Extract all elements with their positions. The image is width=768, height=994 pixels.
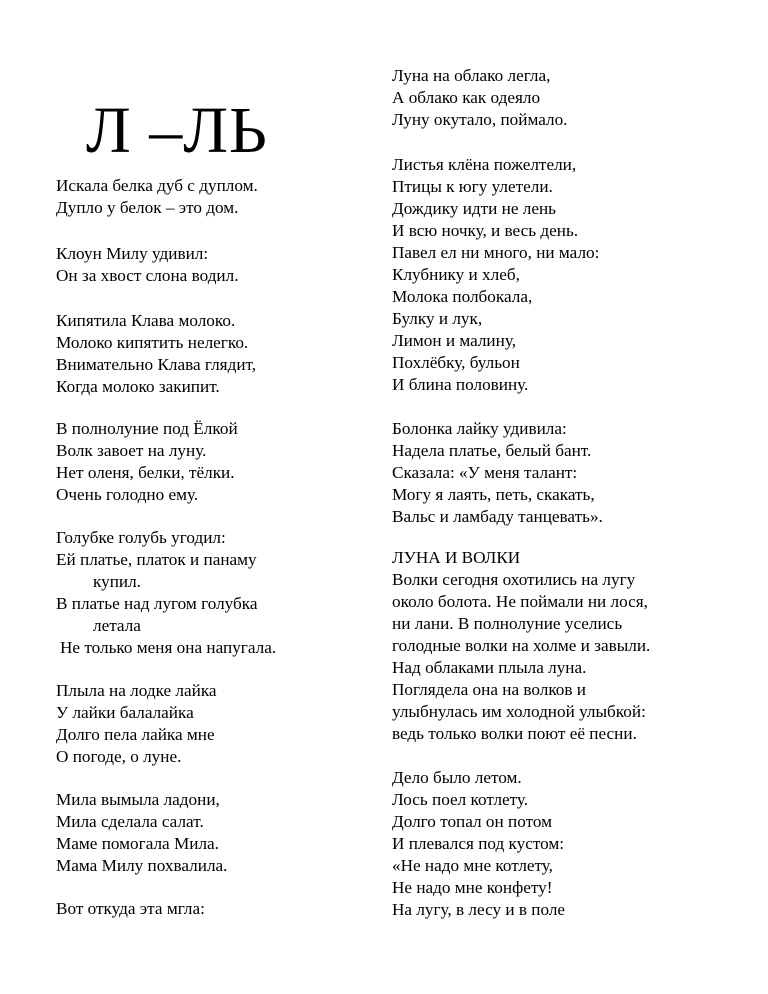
text-line: ни лани. В полнолуние уселись — [392, 614, 623, 633]
text-line: Молока полбокала, — [392, 287, 533, 306]
text-line: Ей платье, платок и панаму — [56, 550, 257, 569]
text-line: Долго топал он потом — [392, 812, 552, 831]
text-line: Листья клёна пожелтели, — [392, 155, 577, 174]
text-line: Над облаками плыла луна. — [392, 658, 587, 677]
text-line: Дождику идти не лень — [392, 199, 557, 218]
text-line: Искала белка дуб с дуплом. — [56, 176, 258, 195]
text-line: Молоко кипятить нелегко. — [56, 333, 249, 352]
text-line: Очень голодно ему. — [56, 485, 199, 504]
text-line: В платье над лугом голубка — [56, 594, 258, 613]
text-line: Плыла на лодке лайка — [56, 681, 217, 700]
text-line: Павел ел ни много, ни мало: — [392, 243, 600, 262]
text-line: А облако как одеяло — [392, 88, 541, 107]
text-line: Мама Милу похвалила. — [56, 856, 228, 875]
text-line: У лайки балалайка — [56, 703, 194, 722]
section-title: ЛУНА И ВОЛКИ — [392, 548, 521, 567]
text-line: И блина половину. — [392, 375, 529, 394]
page-heading: Л –ЛЬ — [86, 94, 268, 167]
text-line: Нет оленя, белки, тёлки. — [56, 463, 235, 482]
text-line: И всю ночку, и весь день. — [392, 221, 579, 240]
text-line: Лось поел котлету. — [392, 790, 529, 809]
text-line: Голубке голубь угодил: — [56, 528, 226, 547]
text-line: Луна на облако легла, — [392, 66, 551, 85]
text-line: купил. — [93, 572, 141, 591]
text-line: Поглядела она на волков и — [392, 680, 587, 699]
text-line: Дело было летом. — [392, 768, 522, 787]
text-line: голодные волки на холме и завыли. — [392, 636, 651, 655]
text-line: Клоун Милу удивил: — [56, 244, 209, 263]
text-line: Булку и лук, — [392, 309, 483, 328]
text-line: летала — [93, 616, 141, 635]
text-line: Птицы к югу улетели. — [392, 177, 553, 196]
text-line: около болота. Не поймали ни лося, — [392, 592, 648, 611]
text-line: «Не надо мне котлету, — [392, 856, 553, 875]
text-line: Мила сделала салат. — [56, 812, 204, 831]
text-line: Он за хвост слона водил. — [56, 266, 239, 285]
text-line: Маме помогала Мила. — [56, 834, 219, 853]
text-line: Похлёбку, бульон — [392, 353, 520, 372]
text-line: Мила вымыла ладони, — [56, 790, 220, 809]
text-line: Вальс и ламбаду танцевать». — [392, 507, 603, 526]
text-line: Могу я лаять, петь, скакать, — [392, 485, 595, 504]
text-line: На лугу, в лесу и в поле — [392, 900, 566, 919]
text-line: Не надо мне конфету! — [392, 878, 553, 897]
text-line: Внимательно Клава глядит, — [56, 355, 257, 374]
text-line: Когда молоко закипит. — [56, 377, 220, 396]
text-line: Дупло у белок – это дом. — [56, 198, 239, 217]
text-line: Волки сегодня охотились на лугу — [392, 570, 636, 589]
text-line: Сказала: «У меня талант: — [392, 463, 578, 482]
text-line: Волк завоет на луну. — [56, 441, 207, 460]
text-line: Клубнику и хлеб, — [392, 265, 520, 284]
text-line: Лимон и малину, — [392, 331, 516, 350]
text-line: Кипятила Клава молоко. — [56, 311, 236, 330]
text-line: Вот откуда эта мгла: — [56, 899, 205, 918]
text-line: Долго пела лайка мне — [56, 725, 215, 744]
text-line: В полнолуние под Ёлкой — [56, 419, 238, 438]
text-line: ведь только волки поют её песни. — [392, 724, 637, 743]
text-line: Луну окутало, поймало. — [392, 110, 568, 129]
text-line: Не только меня она напугала. — [60, 638, 277, 657]
text-line: О погоде, о луне. — [56, 747, 182, 766]
text-line: улыбнулась им холодной улыбкой: — [392, 702, 646, 721]
text-line: Болонка лайку удивила: — [392, 419, 567, 438]
text-line: Надела платье, белый бант. — [392, 441, 592, 460]
text-line: И плевался под кустом: — [392, 834, 565, 853]
